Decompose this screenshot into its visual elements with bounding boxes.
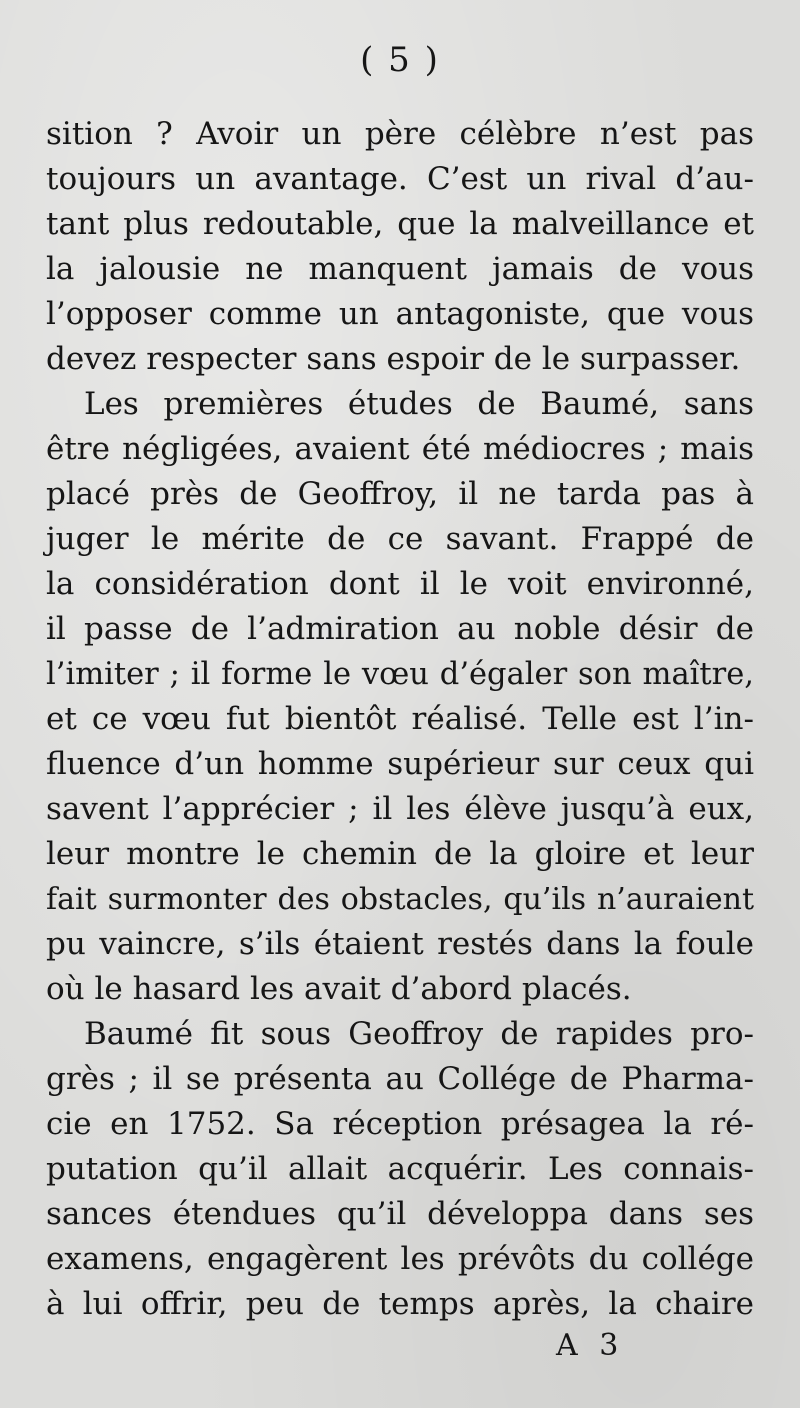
text-line: la considération dont il le voit environné, (46, 566, 754, 602)
text-line: toujours un avantage. C’est un rival d’au- (46, 161, 754, 197)
text-line: tant plus redoutable, que la malveillance et (46, 206, 754, 242)
text-line: fluence d’un homme supérieur sur ceux qui (46, 746, 754, 782)
text-line: cie en 1752. Sa réception présagea la ré- (46, 1106, 754, 1142)
text-line: être négligées, avaient été médiocres ; mais (46, 431, 754, 467)
text-line: et ce vœu fut bientôt réalisé. Telle est l’in- (46, 701, 754, 737)
text-line: à lui offrir, peu de temps après, la chaire (46, 1286, 754, 1322)
text-line: l’imiter ; il forme le vœu d’égaler son maître, (46, 657, 754, 692)
text-line: savent l’apprécier ; il les élève jusqu’à eux, (46, 791, 754, 827)
text-line: juger le mérite de ce savant. Frappé de (46, 521, 754, 557)
text-line: pu vaincre, s’ils étaient restés dans la foule (46, 926, 754, 962)
text-line: sition ? Avoir un père célèbre n’est pas (46, 116, 754, 152)
text-line: l’opposer comme un antagoniste, que vous (46, 296, 754, 332)
text-line: examens, engagèrent les prévôts du collége (46, 1241, 754, 1277)
text-line: putation qu’il allait acquérir. Les connais- (46, 1151, 754, 1187)
text-line: grès ; il se présenta au Collége de Pharma- (46, 1061, 754, 1097)
text-line: placé près de Geoffroy, il ne tarda pas à (46, 476, 754, 512)
text-line: devez respecter sans espoir de le surpasser. (46, 341, 741, 377)
body-text (46, 112, 754, 1327)
text-line: il passe de l’admiration au noble désir de (46, 611, 754, 647)
text-line: où le hasard les avait d’abord placés. (46, 971, 632, 1007)
signature-mark: A 3 (556, 1328, 625, 1363)
text-line: Les premières études de Baumé, sans (84, 386, 754, 422)
text-line: fait surmonter des obstacles, qu’ils n’auraient (46, 882, 754, 917)
text-line: Baumé fit sous Geoffroy de rapides pro- (84, 1016, 754, 1052)
page-number: ( 5 ) (360, 40, 440, 80)
text-line: la jalousie ne manquent jamais de vous (46, 251, 754, 287)
text-line: leur montre le chemin de la gloire et leur (46, 836, 754, 872)
text-line: sances étendues qu’il développa dans ses (46, 1196, 754, 1232)
